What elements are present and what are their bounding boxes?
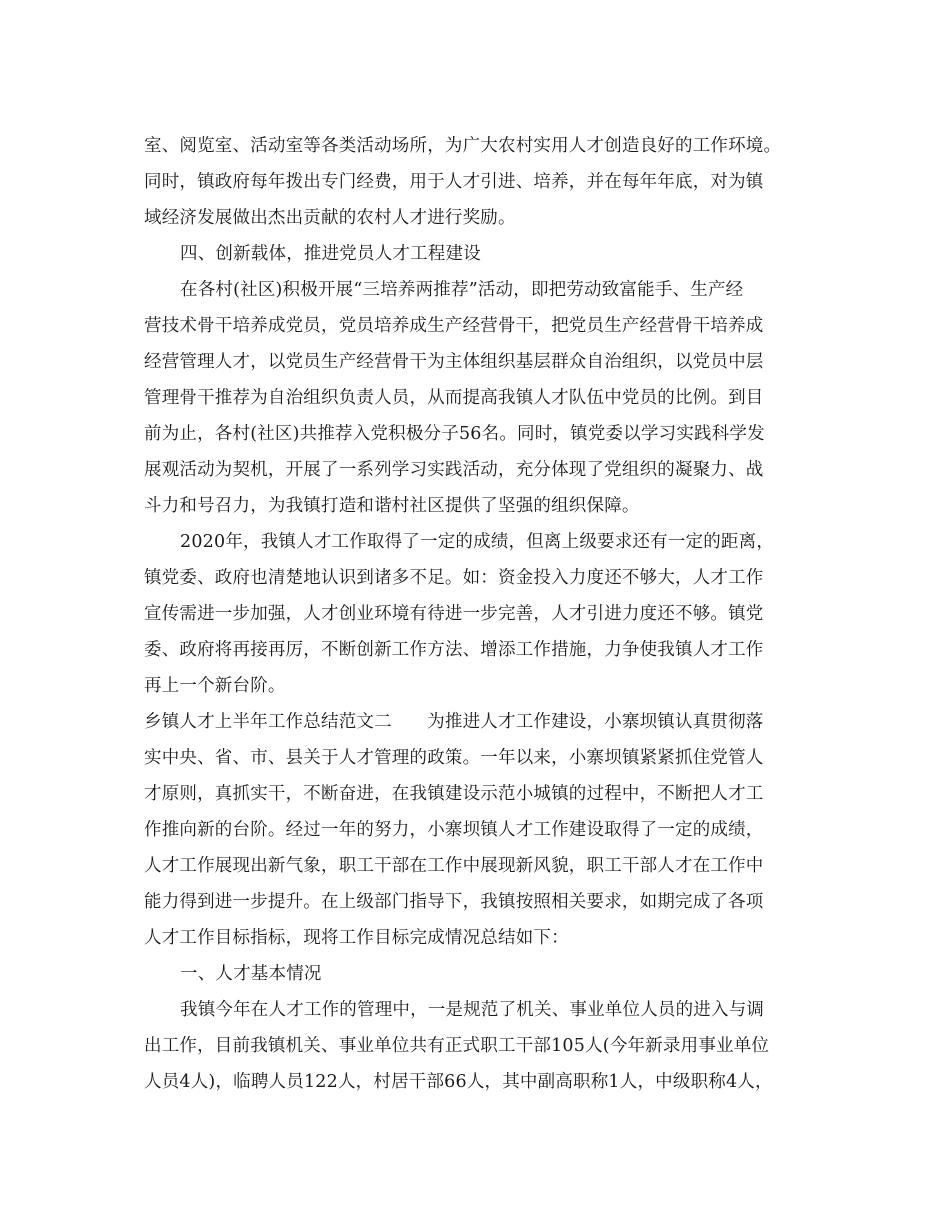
- text-line: 同时，镇政府每年拨出专门经费，用于人才引进、培养，并在每年年底，对为镇: [144, 172, 764, 192]
- text-line: 前为止，各村(社区)共推荐入党积极分子56名。同时，镇党委以学习实践科学发: [144, 424, 765, 444]
- article-title-line: 乡镇人才上半年工作总结范文二 为推进人才工作建设，小寨坝镇认真贯彻落: [144, 712, 764, 732]
- text-line: 我镇今年在人才工作的管理中，一是规范了机关、事业单位人员的进入与调: [180, 1000, 765, 1020]
- text-line: 再上一个新台阶。: [144, 676, 286, 696]
- section-heading: 四、创新载体，推进党员人才工程建设: [180, 244, 481, 264]
- text-line: 经营管理人才，以党员生产经营骨干为主体组织基层群众自治组织，以党员中层: [144, 352, 764, 372]
- text-line: 实中央、省、市、县关于人才管理的政策。一年以来，小寨坝镇紧紧抓住党管人: [144, 748, 764, 768]
- text-line: 镇党委、政府也清楚地认识到诸多不足。如：资金投入力度还不够大，人才工作: [144, 568, 764, 588]
- text-line: 室、阅览室、活动室等各类活动场所，为广大农村实用人才创造良好的工作环境。: [144, 136, 782, 156]
- text-line: 能力得到进一步提升。在上级部门指导下，我镇按照相关要求，如期完成了各项: [144, 892, 764, 912]
- text-line: 在各村(社区)积极开展“三培养两推荐”活动，即把劳动致富能手、生产经: [180, 280, 744, 300]
- section-heading: 一、人才基本情况: [180, 964, 322, 984]
- text-line: 管理骨干推荐为自治组织负责人员，从而提高我镇人才队伍中党员的比例。到目: [144, 388, 764, 408]
- text-line: 营技术骨干培养成党员，党员培养成生产经营骨干，把党员生产经营骨干培养成: [144, 316, 764, 336]
- text-line: 2020年，我镇人才工作取得了一定的成绩，但离上级要求还有一定的距离，: [180, 532, 775, 552]
- text-line: 委、政府将再接再厉，不断创新工作方法、增添工作措施，力争使我镇人才工作: [144, 640, 764, 660]
- text-line: 展观活动为契机，开展了一系列学习实践活动，充分体现了党组织的凝聚力、战: [144, 460, 764, 480]
- text-line: 斗力和号召力，为我镇打造和谐村社区提供了坚强的组织保障。: [144, 496, 640, 516]
- text-line: 作推向新的台阶。经过一年的努力，小寨坝镇人才工作建设取得了一定的成绩，: [144, 820, 764, 840]
- text-line: 人员4人)，临聘人员122人，村居干部66人，其中副高职称1人，中级职称4人，: [144, 1072, 773, 1092]
- text-line: 出工作，目前我镇机关、事业单位共有正式职工干部105人(今年新录用事业单位: [144, 1036, 770, 1056]
- text-line: 宣传需进一步加强，人才创业环境有待进一步完善，人才引进力度还不够。镇党: [144, 604, 764, 624]
- text-line: 人才工作展现出新气象，职工干部在工作中展现新风貌，职工干部人才在工作中: [144, 856, 764, 876]
- text-line: 人才工作目标指标，现将工作目标完成情况总结如下：: [144, 928, 569, 948]
- text-line: 才原则，真抓实干，不断奋进，在我镇建设示范小城镇的过程中，不断把人才工: [144, 784, 764, 804]
- text-line: 域经济发展做出杰出贡献的农村人才进行奖励。: [144, 208, 516, 228]
